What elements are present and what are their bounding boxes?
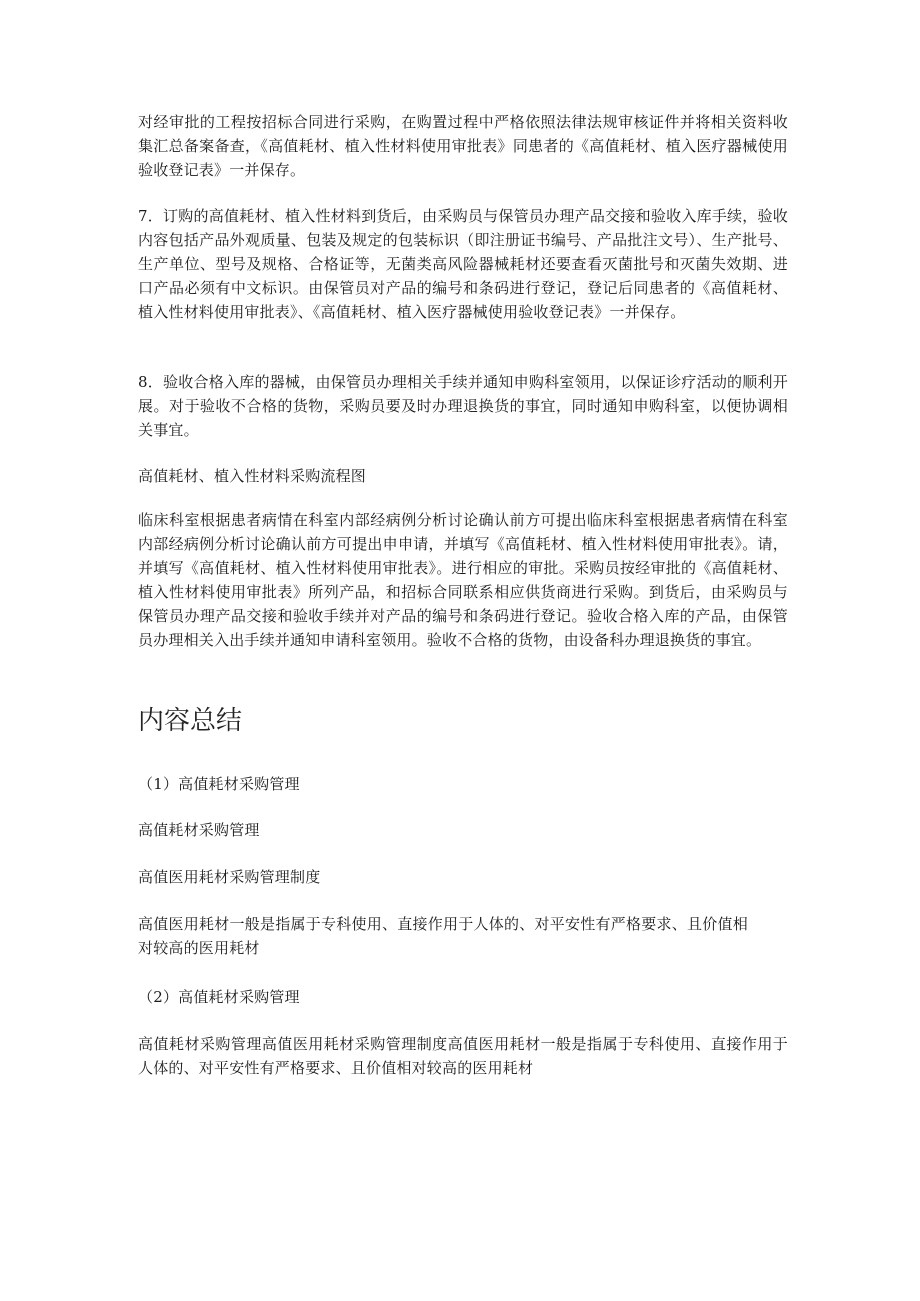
- paragraph-procurement-approval: 对经审批的工程按招标合同进行采购，在购置过程中严格依照法律法规审核证件并将相关资料收集汇总备案备查，《高值耗材、植入性材料使用审批表》同患者的《高值耗材、植入医疗器械使用验收登记表》一并保存。: [138, 113, 788, 179]
- paragraph-item-8-acceptance: 8．验收合格入库的器械，由保管员办理相关手续并通知申购科室领用，以保证诊疗活动的顺利开展。对于验收不合格的货物，采购员要及时办理退换货的事宜，同时通知申购科室，以便协调相关事宜。: [138, 373, 788, 439]
- summary-combined-text: 高值耗材采购管理高值医用耗材采购管理制度高值医用耗材一般是指属于专科使用、直接作用于人体的、对平安性有严格要求、且价值相对较高的医用耗材: [138, 1035, 788, 1077]
- paragraph-item-7-receiving: 7．订购的高值耗材、植入性材料到货后，由采购员与保管员办理产品交接和验收入库手续，验收内容包括产品外观质量、包装及规定的包装标识（即注册证书编号、产品批注文号）、生产批号、生产单位、型号及规格、合格证等，无菌类高风险器械耗材还要查看灭菌批号和灭菌失效期、进口产品必须有中文标识。由保管员对产品的编号和条码进行登记，登记后同患者的《高值耗材、植入性材料使用审批表》、《高值耗材、植入医疗器械使用验收登记表》一并保存。: [138, 207, 788, 321]
- summary-item-2-title: （2）高值耗材采购管理: [138, 988, 300, 1006]
- flowchart-caption: 高值耗材、植入性材料采购流程图: [138, 467, 367, 485]
- summary-line-management: 高值耗材采购管理: [138, 821, 260, 839]
- summary-definition: 高值医用耗材一般是指属于专科使用、直接作用于人体的、对平安性有严格要求、且价值相对较高的医用耗材: [138, 915, 748, 957]
- summary-item-1-title: （1）高值耗材采购管理: [138, 775, 300, 793]
- paragraph-procurement-flow: 临床科室根据患者病情在科室内部经病例分析讨论确认前方可提出临床科室根据患者病情在科室内部经病例分析讨论确认前方可提出申申请，并填写《高值耗材、植入性材料使用审批表》。请，并填写《高值耗材、植入性材料使用审批表》。进行相应的审批。采购员按经审批的《高值耗材、植入性材料使用审批表》所列产品，和招标合同联系相应供货商进行采购。到货后，由采购员与保管员办理产品交接和验收手续并对产品的编号和条码进行登记。验收合格入库的产品，由保管员办理相关入出手续并通知申请科室领用。验收不合格的货物，由设备科办理退换货的事宜。: [138, 511, 788, 649]
- summary-heading: 内容总结: [138, 706, 243, 736]
- summary-line-system: 高值医用耗材采购管理制度: [138, 868, 321, 886]
